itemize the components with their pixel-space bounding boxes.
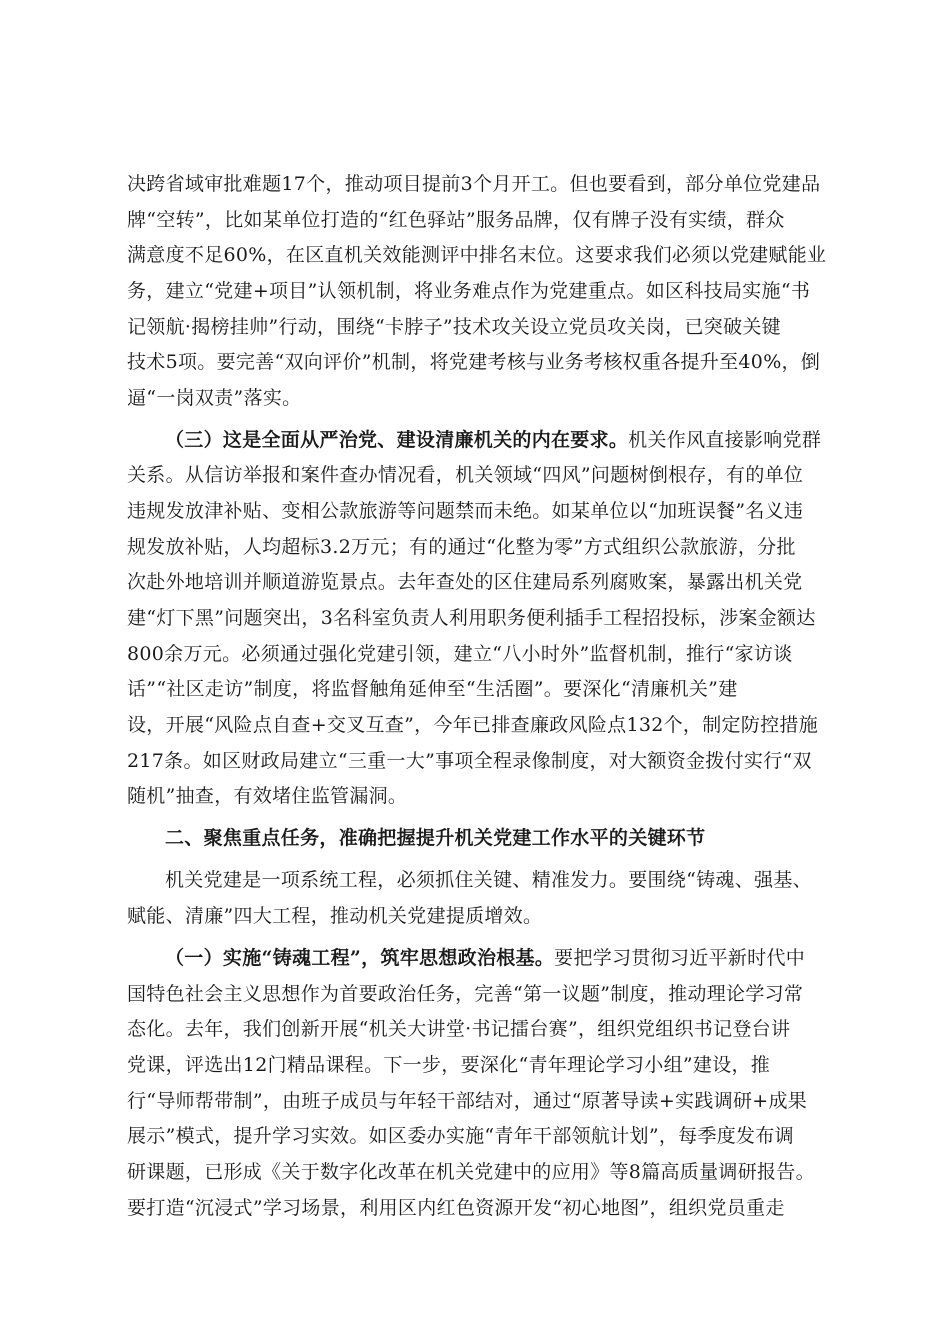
text-line: 研课题，已形成《关于数字化改革在机关党建中的应用》等8篇高质量调研报告。 [127, 1161, 815, 1183]
text-line: 规发放补贴，人均超标3.2万元；有的通过“化整为零”方式组织公款旅游，分批 [127, 536, 796, 558]
text-span: 要把学习贯彻习近平新时代中 [554, 947, 806, 969]
subsection-heading: （三）这是全面从严治党、建设清廉机关的内在要求。 [165, 429, 629, 451]
text-line: 务，建立“党建+项目”认领机制，将业务难点作为党建重点。如区科技局实施“书 [127, 280, 811, 302]
text-line: 展示”模式，提升学习实效。如区委办实施“青年干部领航计划”，每季度发布调 [127, 1125, 794, 1147]
paragraph-first-line [165, 946, 805, 970]
text-line: 牌“空转”，比如某单位打造的“红色驿站”服务品牌，仅有牌子没有实绩，群众 [127, 209, 785, 231]
text-line: 决跨省域审批难题17个，推动项目提前3个月开工。但也要看到，部分单位党建品 [127, 173, 821, 195]
paragraph-first-line [165, 428, 821, 452]
text-line: 行“导师帮带制”，由班子成员与年轻干部结对，通过“原著导读+实践调研+成果 [127, 1090, 808, 1112]
text-line: 赋能、清廉”四大工程，推动机关党建提质增效。 [127, 905, 543, 927]
text-line: 要打造“沉浸式”学习场景，利用区内红色资源开发“初心地图”，组织党员重走 [127, 1197, 785, 1219]
text-line: 机关党建是一项系统工程，必须抓住关键、精准发力。要围绕“铸魂、强基、 [165, 869, 812, 891]
subsection-heading: （一）实施“铸魂工程”，筑牢思想政治根基。 [165, 947, 555, 969]
section-heading: 二、聚焦重点任务，准确把握提升机关党建工作水平的关键环节 [165, 827, 706, 849]
text-line: 建“灯下黑”问题突出，3名科室负责人利用职务便利插手工程招投标，涉案金额达 [127, 607, 816, 629]
text-line: 违规发放津补贴、变相公款旅游等问题禁而未绝。如某单位以“加班误餐”名义违 [127, 500, 804, 522]
text-line: 关系。从信访举报和案件查办情况看，机关领域“四风”问题树倒根存，有的单位 [127, 464, 804, 486]
text-line: 217条。如区财政局建立“三重一大”事项全程录像制度，对大额资金拨付实行“双 [127, 750, 812, 772]
text-line: 满意度不足60%，在区直机关效能测评中排名末位。这要求我们必须以党建赋能业 [127, 244, 827, 266]
text-line: 随机”抽查，有效堵住监管漏洞。 [127, 785, 408, 807]
text-span: 机关作风直接影响党群 [628, 429, 822, 451]
text-line: 800余万元。必须通过强化党建引领，建立“八小时外”监督机制，推行“家访谈 [127, 643, 793, 665]
text-line: 技术5项。要完善“双向评价”机制，将党建考核与业务考核权重各提升至40%，倒 [127, 351, 821, 373]
text-line: 逼“一岗双责”落实。 [127, 387, 302, 409]
text-line: 党课，评选出12门精品课程。下一步，要深化“青年理论学习小组”建设，推 [127, 1054, 771, 1076]
text-line: 国特色社会主义思想作为首要政治任务，完善“第一议题”制度，推动理论学习常 [127, 983, 804, 1005]
text-line: 设，开展“风险点自查+交叉互查”，今年已排查廉政风险点132个，制定防控措施 [127, 714, 819, 736]
text-line: 态化。去年，我们创新开展“机关大讲堂·书记擂台赛”，组织党组织书记登台讲 [127, 1018, 791, 1040]
text-line: 次赴外地培训并顺道游览景点。去年查处的区住建局系列腐败案，暴露出机关党 [127, 571, 803, 593]
text-line: 记领航·揭榜挂帅”行动，围绕“卡脖子”技术攻关设立党员攻关岗，已突破关键 [127, 316, 781, 338]
text-line: 话”“社区走访”制度，将监督触角延伸至“生活圈”。要深化“清廉机关”建 [127, 678, 738, 700]
